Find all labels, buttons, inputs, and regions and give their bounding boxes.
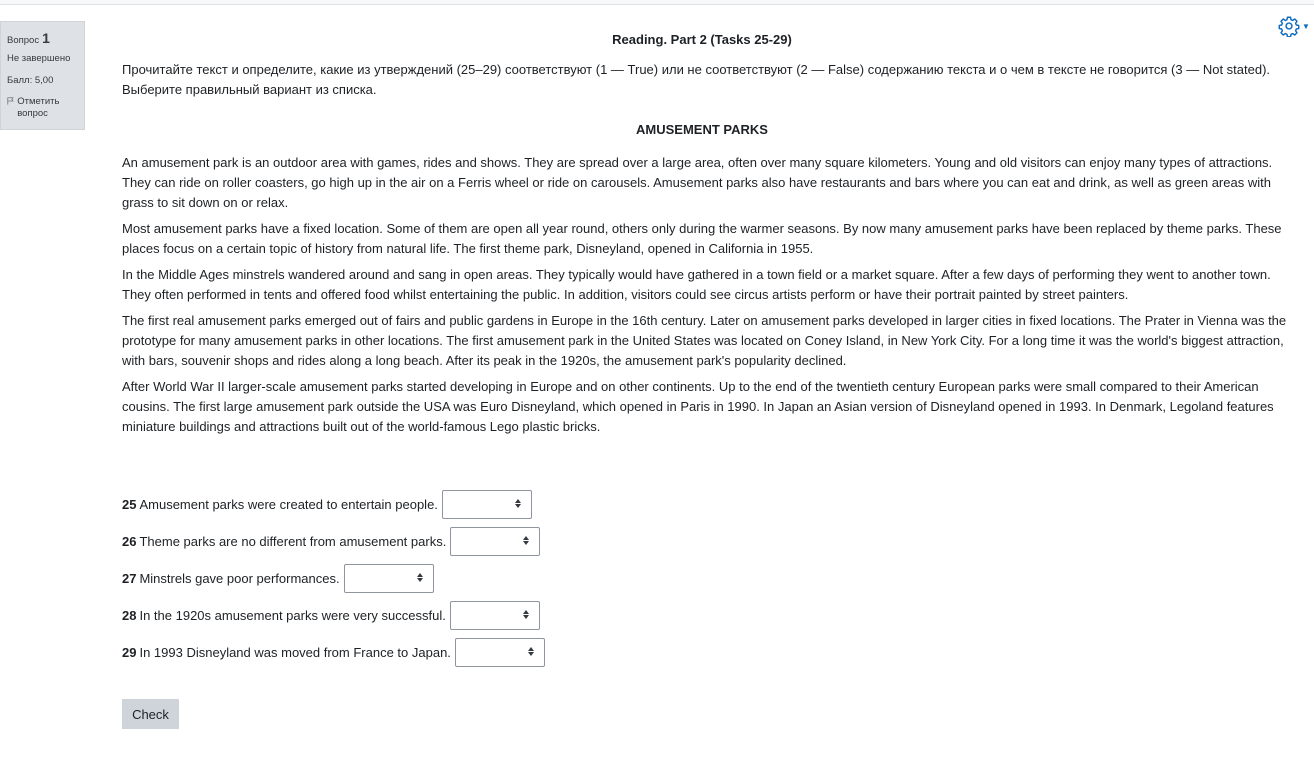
text-paragraph: In the Middle Ages minstrels wandered around and sang in open areas. They typically would have gathered in a town field or a market square. After a few days of performing they went to another town. They often performed in tents and offered food whilst entertaining the public. In addition, visitors could see circus artists perform or have their portrait painted by street painters. — [122, 267, 1271, 302]
chevron-down-icon: ▼ — [1302, 21, 1310, 31]
task-statement: Theme parks are no different from amusement parks. — [139, 534, 447, 549]
text-heading: AMUSEMENT PARKS — [636, 122, 768, 137]
task-number: 26 — [122, 534, 137, 549]
task-statement: Amusement parks were created to entertain people. — [139, 497, 438, 512]
answer-select-29[interactable] — [455, 638, 545, 667]
select-arrows-icon — [528, 647, 534, 656]
task-statement: In 1993 Disneyland was moved from France to Japan. — [139, 645, 451, 660]
question-mark: Балл: 5,00 — [7, 74, 54, 86]
task-list — [122, 489, 545, 674]
select-arrows-icon — [523, 536, 529, 545]
answer-select-28[interactable] — [450, 601, 540, 630]
check-button[interactable]: Check — [122, 699, 179, 729]
question-state: Не завершено — [7, 53, 71, 65]
question-number — [7, 29, 78, 47]
task-row-25 — [122, 489, 545, 520]
text-paragraph: Most amusement parks have a fixed location. Some of them are open all year round, others only during the warmer seasons. By now many amusement parks have been replaced by theme parks. These places focus on a certain topic of history from natural life. The first theme park, Disneyland, opened in California in 1955. — [122, 221, 1282, 256]
answer-select-27[interactable] — [344, 564, 434, 593]
task-number: 29 — [122, 645, 137, 660]
task-row-29 — [122, 637, 545, 668]
answer-select-26[interactable] — [450, 527, 540, 556]
flag-question-link[interactable] — [7, 96, 78, 121]
select-arrows-icon — [417, 573, 423, 582]
task-statement: Minstrels gave poor performances. — [139, 571, 340, 586]
task-row-28 — [122, 600, 545, 631]
select-arrows-icon — [515, 499, 521, 508]
reading-text — [122, 153, 1292, 437]
task-number: 28 — [122, 608, 137, 623]
text-paragraph: After World War II larger-scale amusement parks started developing in Europe and on other continents. Up to the end of the twentieth century European parks were small compared to their American cousins. The first large amusement park outside the USA was Euro Disneyland, which opened in Paris in 1990. In Japan an Asian version of Disneyland opened in 1993. In Denmark, Legoland features miniature buildings and attractions built out of the world-famous Lego plastic bricks. — [122, 379, 1274, 434]
task-row-26 — [122, 526, 545, 557]
question-label: Вопрос — [7, 35, 40, 46]
flag-icon — [7, 96, 14, 106]
text-paragraph: The first real amusement parks emerged out of fairs and public gardens in Europe in the 16th century. Later on amusement parks developed in larger cities in fixed locations. The Prater in Vienna was the prototype for many amusement parks in other locations. The first amusement park in the United States was located on Coney Island, in New York City. For a long time it was the world's biggest attraction, with bars, souvenir shops and rides along a long beach. After its peak in the 1920s, the amusement park's popularity declined. — [122, 313, 1287, 368]
answer-select-25[interactable] — [442, 490, 532, 519]
question-number-value: 1 — [42, 30, 50, 46]
top-border — [0, 0, 1314, 5]
task-number: 27 — [122, 571, 137, 586]
task-statement: In the 1920s amusement parks were very successful. — [139, 608, 446, 623]
question-title: Reading. Part 2 (Tasks 25-29) — [612, 32, 792, 47]
question-info-panel — [0, 21, 85, 130]
select-arrows-icon — [523, 610, 529, 619]
task-number: 25 — [122, 497, 137, 512]
question-content — [122, 32, 1292, 437]
flag-question-label: Отметить вопрос — [17, 96, 60, 120]
question-instructions: Прочитайте текст и определите, какие из утверждений (25–29) соответствуют (1 — True) или не соответствуют (2 — False) содержанию текста и о чем в тексте не говорится (3 — Not stated). Выберите правильный вариант из списка. — [122, 62, 1271, 97]
text-paragraph: An amusement park is an outdoor area with games, rides and shows. They are spread over a large area, often over many square kilometers. Young and old visitors can enjoy many types of attractions. They can ride on roller coasters, go high up in the air on a Ferris wheel or ride on carousels. Amusement parks also have restaurants and bars where you can eat and drink, as well as green areas with grass to sit down on or relax. — [122, 155, 1273, 210]
task-row-27 — [122, 563, 545, 594]
